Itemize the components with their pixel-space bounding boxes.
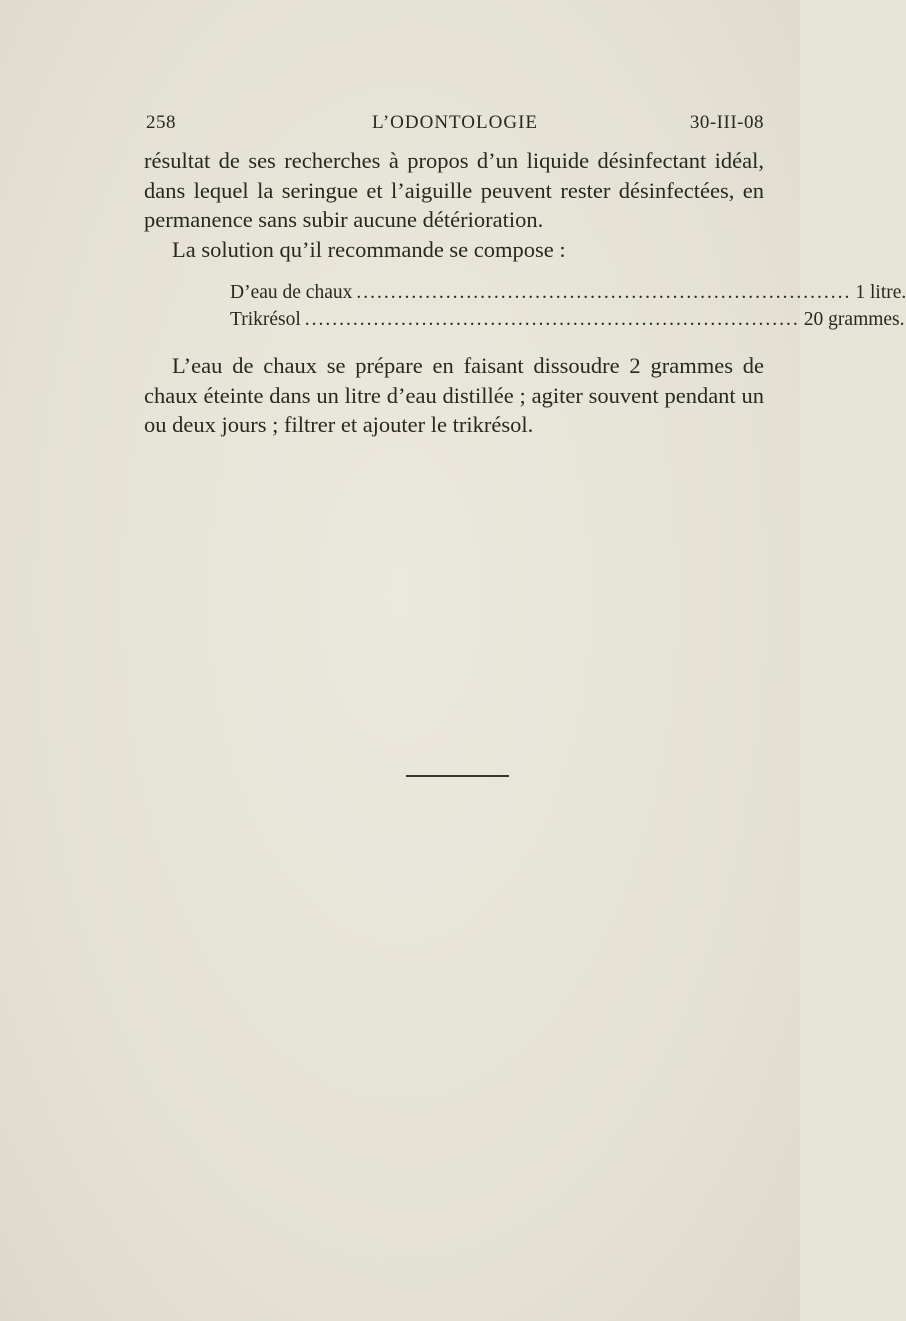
ingredient-quantity: 20 grammes. <box>803 309 905 330</box>
recipe-item <box>230 306 905 333</box>
ingredient-quantity: 1 litre. <box>855 282 906 303</box>
page-number: 258 <box>146 112 176 133</box>
issue-date: 30-III-08 <box>689 112 764 133</box>
leader-dots: ........................................................................ <box>356 282 852 303</box>
paragraph-continued: résultat de ses recherches à propos d’un liquide désinfectant idéal, dans lequel la seringue et l’aiguille peuvent rester désinfectées, en permanence sans subir aucune détérioration. <box>144 148 764 232</box>
recipe-list <box>144 279 906 333</box>
ingredient-name: D’eau de chaux <box>230 282 353 303</box>
ingredient-name: Trikrésol <box>230 309 301 330</box>
leader-dots: ........................................................................ <box>304 309 800 330</box>
journal-title: L’ODONTOLOGIE <box>371 112 539 133</box>
recipe-item <box>230 279 906 306</box>
paragraph-intro: La solution qu’il recommande se compose : <box>172 236 566 262</box>
text-body <box>144 146 906 440</box>
section-divider <box>406 775 509 777</box>
running-header <box>146 112 764 142</box>
paragraph-preparation: L’eau de chaux se prépare en faisant dissoudre 2 grammes de chaux éteinte dans un litre d’eau distillée ; agiter souvent pendant un ou deux jours ; filtrer et ajouter le trikrésol. <box>144 353 764 437</box>
